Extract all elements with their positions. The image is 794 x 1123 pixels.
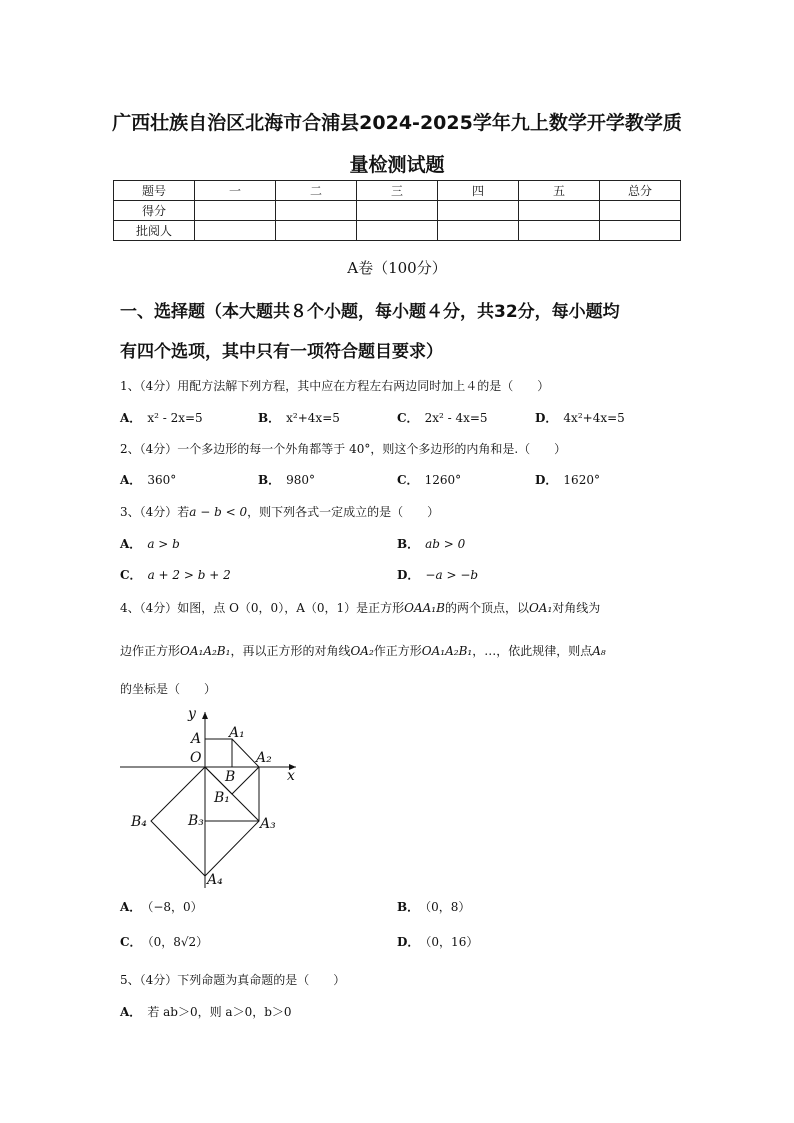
option-text: 1260° (424, 473, 462, 487)
q1-option-a[interactable] (120, 409, 203, 426)
option-text: （0，16） (425, 935, 479, 949)
option-text: （−8，0） (147, 900, 203, 914)
q5-stem: 5、（4分）下列命题为真命题的是（ ） (120, 973, 346, 987)
option-text: 980° (286, 473, 316, 487)
score-cell[interactable] (276, 201, 357, 221)
option-letter: A． (120, 900, 142, 914)
option-text: x² - 2x=5 (147, 411, 203, 425)
q4-math: OA₁ (528, 601, 553, 615)
label-a3: A₃ (260, 816, 276, 832)
label-a1: A₁ (229, 725, 245, 741)
q4-text: 边作正方形 (120, 644, 181, 658)
q5-option-a[interactable] (120, 1003, 292, 1020)
q4-option-c[interactable] (120, 933, 208, 950)
option-letter: C． (397, 411, 419, 425)
q3-stem (120, 503, 439, 520)
q1-option-b[interactable] (258, 409, 340, 426)
option-letter: B． (397, 537, 420, 551)
q4-text: 的两个顶点，以 (444, 601, 529, 615)
score-cell[interactable] (195, 201, 276, 221)
q3-stem-post: ，则下列各式一定成立的是（ ） (247, 505, 440, 519)
option-letter: D． (397, 935, 420, 949)
option-text: （0，8√2） (147, 935, 209, 949)
q4-math: OA₁A₂B₁ (421, 644, 473, 658)
q4-math: OA₂ (350, 644, 374, 658)
q4-math: OA₁A₂B₁ (180, 644, 231, 658)
option-letter: C． (120, 568, 142, 582)
q4-figure (115, 700, 315, 890)
score-header-cell: 一 (195, 181, 276, 201)
q3-option-d[interactable] (397, 566, 478, 583)
label-a: A (191, 731, 202, 747)
score-cell[interactable] (519, 221, 600, 241)
q2-option-b[interactable] (258, 471, 315, 488)
q3-option-a[interactable] (120, 535, 180, 552)
option-text: −a > −b (425, 568, 479, 582)
q4-math: OAA₁B (404, 601, 445, 615)
score-header-cell: 四 (438, 181, 519, 201)
option-letter: D． (535, 473, 558, 487)
q4-option-a[interactable] (120, 898, 203, 915)
option-text: （0，8） (425, 900, 471, 914)
label-b1: B₁ (214, 790, 230, 806)
score-row-label: 批阅人 (114, 221, 195, 241)
option-text: a + 2 > b + 2 (147, 568, 231, 582)
option-letter: A． (120, 473, 142, 487)
q4-option-b[interactable] (397, 898, 470, 915)
q1-option-c[interactable] (397, 409, 488, 426)
score-table-header-row (114, 181, 681, 201)
label-a4: A₄ (207, 872, 223, 888)
q4-stem-line3: 的坐标是（ ） (120, 682, 217, 696)
option-letter: C． (397, 473, 419, 487)
score-header-cell: 五 (519, 181, 600, 201)
section1-heading-line1: 一、选择题（本大题共８个小题，每小题４分，共32分，每小题均 (120, 302, 620, 322)
option-letter: A． (120, 411, 142, 425)
q4-text: ，再以正方形的对角线 (230, 644, 351, 658)
score-cell[interactable] (519, 201, 600, 221)
q1-stem: 1、（4分）用配方法解下列方程，其中应在方程左右两边同时加上４的是（ ） (120, 379, 550, 393)
option-letter: A． (120, 537, 142, 551)
q1-option-d[interactable] (535, 409, 625, 426)
q3-option-c[interactable] (120, 566, 231, 583)
option-text: x²+4x=5 (286, 411, 340, 425)
doc-title-line1: 广西壮族自治区北海市合浦县2024-2025学年九上数学开学教学质 (112, 112, 682, 134)
option-text: 若 ab＞0，则 a＞0，b＞0 (147, 1005, 292, 1019)
q4-text: ，…，依此规律，则点 (472, 644, 593, 658)
score-cell[interactable] (276, 221, 357, 241)
q3-stem-math: a − b < 0 (189, 505, 248, 519)
doc-title-line2: 量检测试题 (349, 154, 445, 176)
option-letter: A． (120, 1005, 142, 1019)
label-o: O (190, 750, 202, 766)
score-row-label: 得分 (114, 201, 195, 221)
score-cell[interactable] (438, 201, 519, 221)
score-cell[interactable] (357, 201, 438, 221)
option-letter: B． (397, 900, 420, 914)
score-header-cell: 二 (276, 181, 357, 201)
q2-option-d[interactable] (535, 471, 600, 488)
score-header-cell: 题号 (114, 181, 195, 201)
q4-option-d[interactable] (397, 933, 478, 950)
q4-stem-line1 (120, 599, 600, 616)
score-header-cell: 总分 (600, 181, 681, 201)
q3-stem-pre: 3、（4分）若 (120, 505, 190, 519)
score-cell[interactable] (195, 221, 276, 241)
option-text: 4x²+4x=5 (563, 411, 625, 425)
q2-option-c[interactable] (397, 471, 461, 488)
q2-option-a[interactable] (120, 471, 176, 488)
option-text: 2x² - 4x=5 (424, 411, 488, 425)
q4-text: 作正方形 (373, 644, 422, 658)
option-letter: B． (258, 411, 281, 425)
option-letter: B． (258, 473, 281, 487)
score-header-cell: 三 (357, 181, 438, 201)
label-b4: B₄ (131, 814, 147, 830)
paper-label: A卷（100分） (347, 259, 447, 277)
q4-math: A₈ (592, 644, 606, 658)
option-text: ab > 0 (425, 537, 466, 551)
score-table-row (114, 221, 681, 241)
q3-option-b[interactable] (397, 535, 465, 552)
score-cell[interactable] (600, 221, 681, 241)
q2-stem: 2、（4分）一个多边形的每一个外角都等于 40°，则这个多边形的内角和是.（ ） (120, 442, 567, 456)
score-cell[interactable] (438, 221, 519, 241)
y-arrow (202, 712, 208, 719)
label-x: x (287, 768, 295, 784)
option-letter: D． (535, 411, 558, 425)
square-oaa1b (205, 739, 232, 767)
q4-text: 对角线为 (552, 601, 601, 615)
option-text: a > b (147, 537, 180, 551)
option-text: 360° (147, 473, 177, 487)
label-y: y (188, 706, 196, 722)
score-table-row (114, 201, 681, 221)
label-b: B (225, 769, 236, 785)
option-letter: C． (120, 935, 142, 949)
label-a2: A₂ (256, 750, 272, 766)
option-letter: D． (397, 568, 420, 582)
option-text: 1620° (563, 473, 600, 487)
label-b3: B₃ (188, 813, 204, 829)
q4-text: 4、（4分）如图，点 O（0，0），A（0，1）是正方形 (120, 601, 405, 615)
score-table (113, 180, 681, 241)
q4-stem-line2 (120, 642, 606, 659)
score-cell[interactable] (600, 201, 681, 221)
section1-heading-line2: 有四个选项，其中只有一项符合题目要求） (120, 342, 443, 362)
score-cell[interactable] (357, 221, 438, 241)
